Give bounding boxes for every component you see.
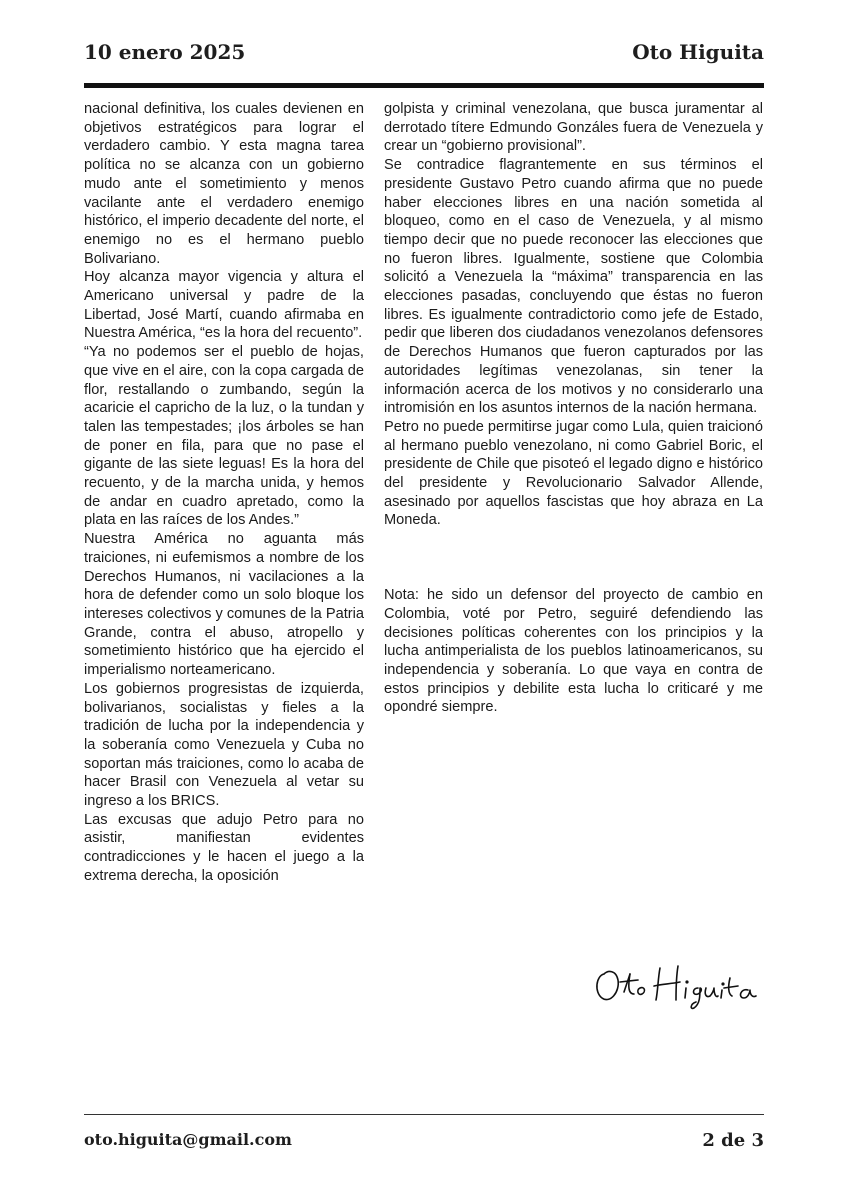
paragraph: Se contradice flagrantemente en sus términos el presidente Gustavo Petro cuando afirma que no puede haber elecciones libres en una nación sometida al bloqueo, como en el caso de Venezuela, y al mismo tiempo decir que no puede reconocer las elecciones que no fueron libres. Igualmente, sostiene que Colombia solicitó a Venezuela la “máxima” transparencia en las elecciones pasadas, concluyendo que éstas no fueron libres. Es igualmente contradictorio como jefe de Estado, pedir que liberen dos ciudadanos venezolanos defensores de Derechos Humanos que fueron capturados por las autoridades legítimas venezolanas, sin tener la información acerca de los motivos y no considerarlo una intromisión en los asuntos internos de la nación hermana. — [384, 157, 763, 417]
paragraph: golpista y criminal venezolana, que busca juramentar al derrotado títere Edmundo Gonzáles fuera de Venezuela y crear un “gobierno provisional”. — [384, 101, 763, 155]
footer-email: oto.higuita@gmail.com — [84, 1130, 292, 1149]
paragraph: nacional definitiva, los cuales devienen en objetivos estratégicos para lograr el verdadero cambio. Y esta magna tarea política no se alcanza con un gobierno mudo ante el sometimiento y menos vacilante ante el verdadero enemigo histórico, el imperio decadente del norte, el enemigo no es el hermano pueblo Bolivariano. — [84, 101, 364, 267]
author-note: Nota: he sido un defensor del proyecto de cambio en Colombia, voté por Petro, seguiré defendiendo las decisiones políticas coherentes con los principios y la lucha antimperialista de los pueblos latinoamericanos, su independencia y soberanía. Lo que vaya en contra de estos principios y debilite esta lucha lo criticaré y me opondré siempre. — [384, 587, 763, 716]
page-footer — [84, 1130, 764, 1156]
page-number: 2 de 3 — [702, 1130, 764, 1151]
paragraph: Los gobiernos progresistas de izquierda, bolivarianos, socialistas y fieles a la tradición de lucha por la independencia y la soberanía como Venezuela y Cuba no soportan más traiciones, como lo acaba de hacer Brasil con Venezuela al vetar su ingreso a los BRICS. — [84, 680, 364, 810]
handwritten-signature — [590, 944, 766, 1014]
paragraph: Las excusas que adujo Petro para no asistir, manifiestan evidentes contradicciones y le hacen el juego a la extrema derecha, la oposición — [84, 811, 364, 884]
header-rule — [84, 83, 764, 88]
page-header — [84, 40, 764, 70]
header-author: Oto Higuita — [632, 40, 764, 64]
quote-paragraph: “Ya no podemos ser el pueblo de hojas, que vive en el aire, con la copa cargada de flor, restallando o zumbando, según la acaricie el capricho de la luz, o la tundan y talen las tempestades; ¡los árboles se han de poner en fila, para que no pase el gigante de las siete leguas! Es la hora del recuento, y de la marcha unida, y hemos de andar en cuadro apretado, como la plata en las raíces de los Andes.” — [84, 344, 364, 529]
footer-rule — [84, 1114, 764, 1115]
right-column — [384, 100, 763, 717]
paragraph: Nuestra América no aguanta más traiciones, ni eufemismos a nombre de los Derechos Humanos, ni vacilaciones a la hora de defender como un solo bloque los intereses colectivos y comunes de la Patria Grande, contra el abuso, atropello y sometimiento histórico que ha ejercido el imperialismo norteamericano. — [84, 531, 364, 679]
paragraph: Petro no puede permitirse jugar como Lula, quien traicionó al hermano pueblo venezolano, ni como Gabriel Boric, el presidente de Chile que pisoteó el legado digno e histórico del presidente y Revolucionario Salvador Allende, asesinado por aquellos fascistas que hoy abraza en La Moneda. — [384, 418, 763, 529]
header-date: 10 enero 2025 — [84, 40, 246, 64]
left-column — [84, 100, 364, 886]
paragraph: Hoy alcanza mayor vigencia y altura el Americano universal y padre de la Libertad, José Martí, cuando afirmaba en Nuestra América, “es la hora del recuento”. — [84, 269, 364, 342]
